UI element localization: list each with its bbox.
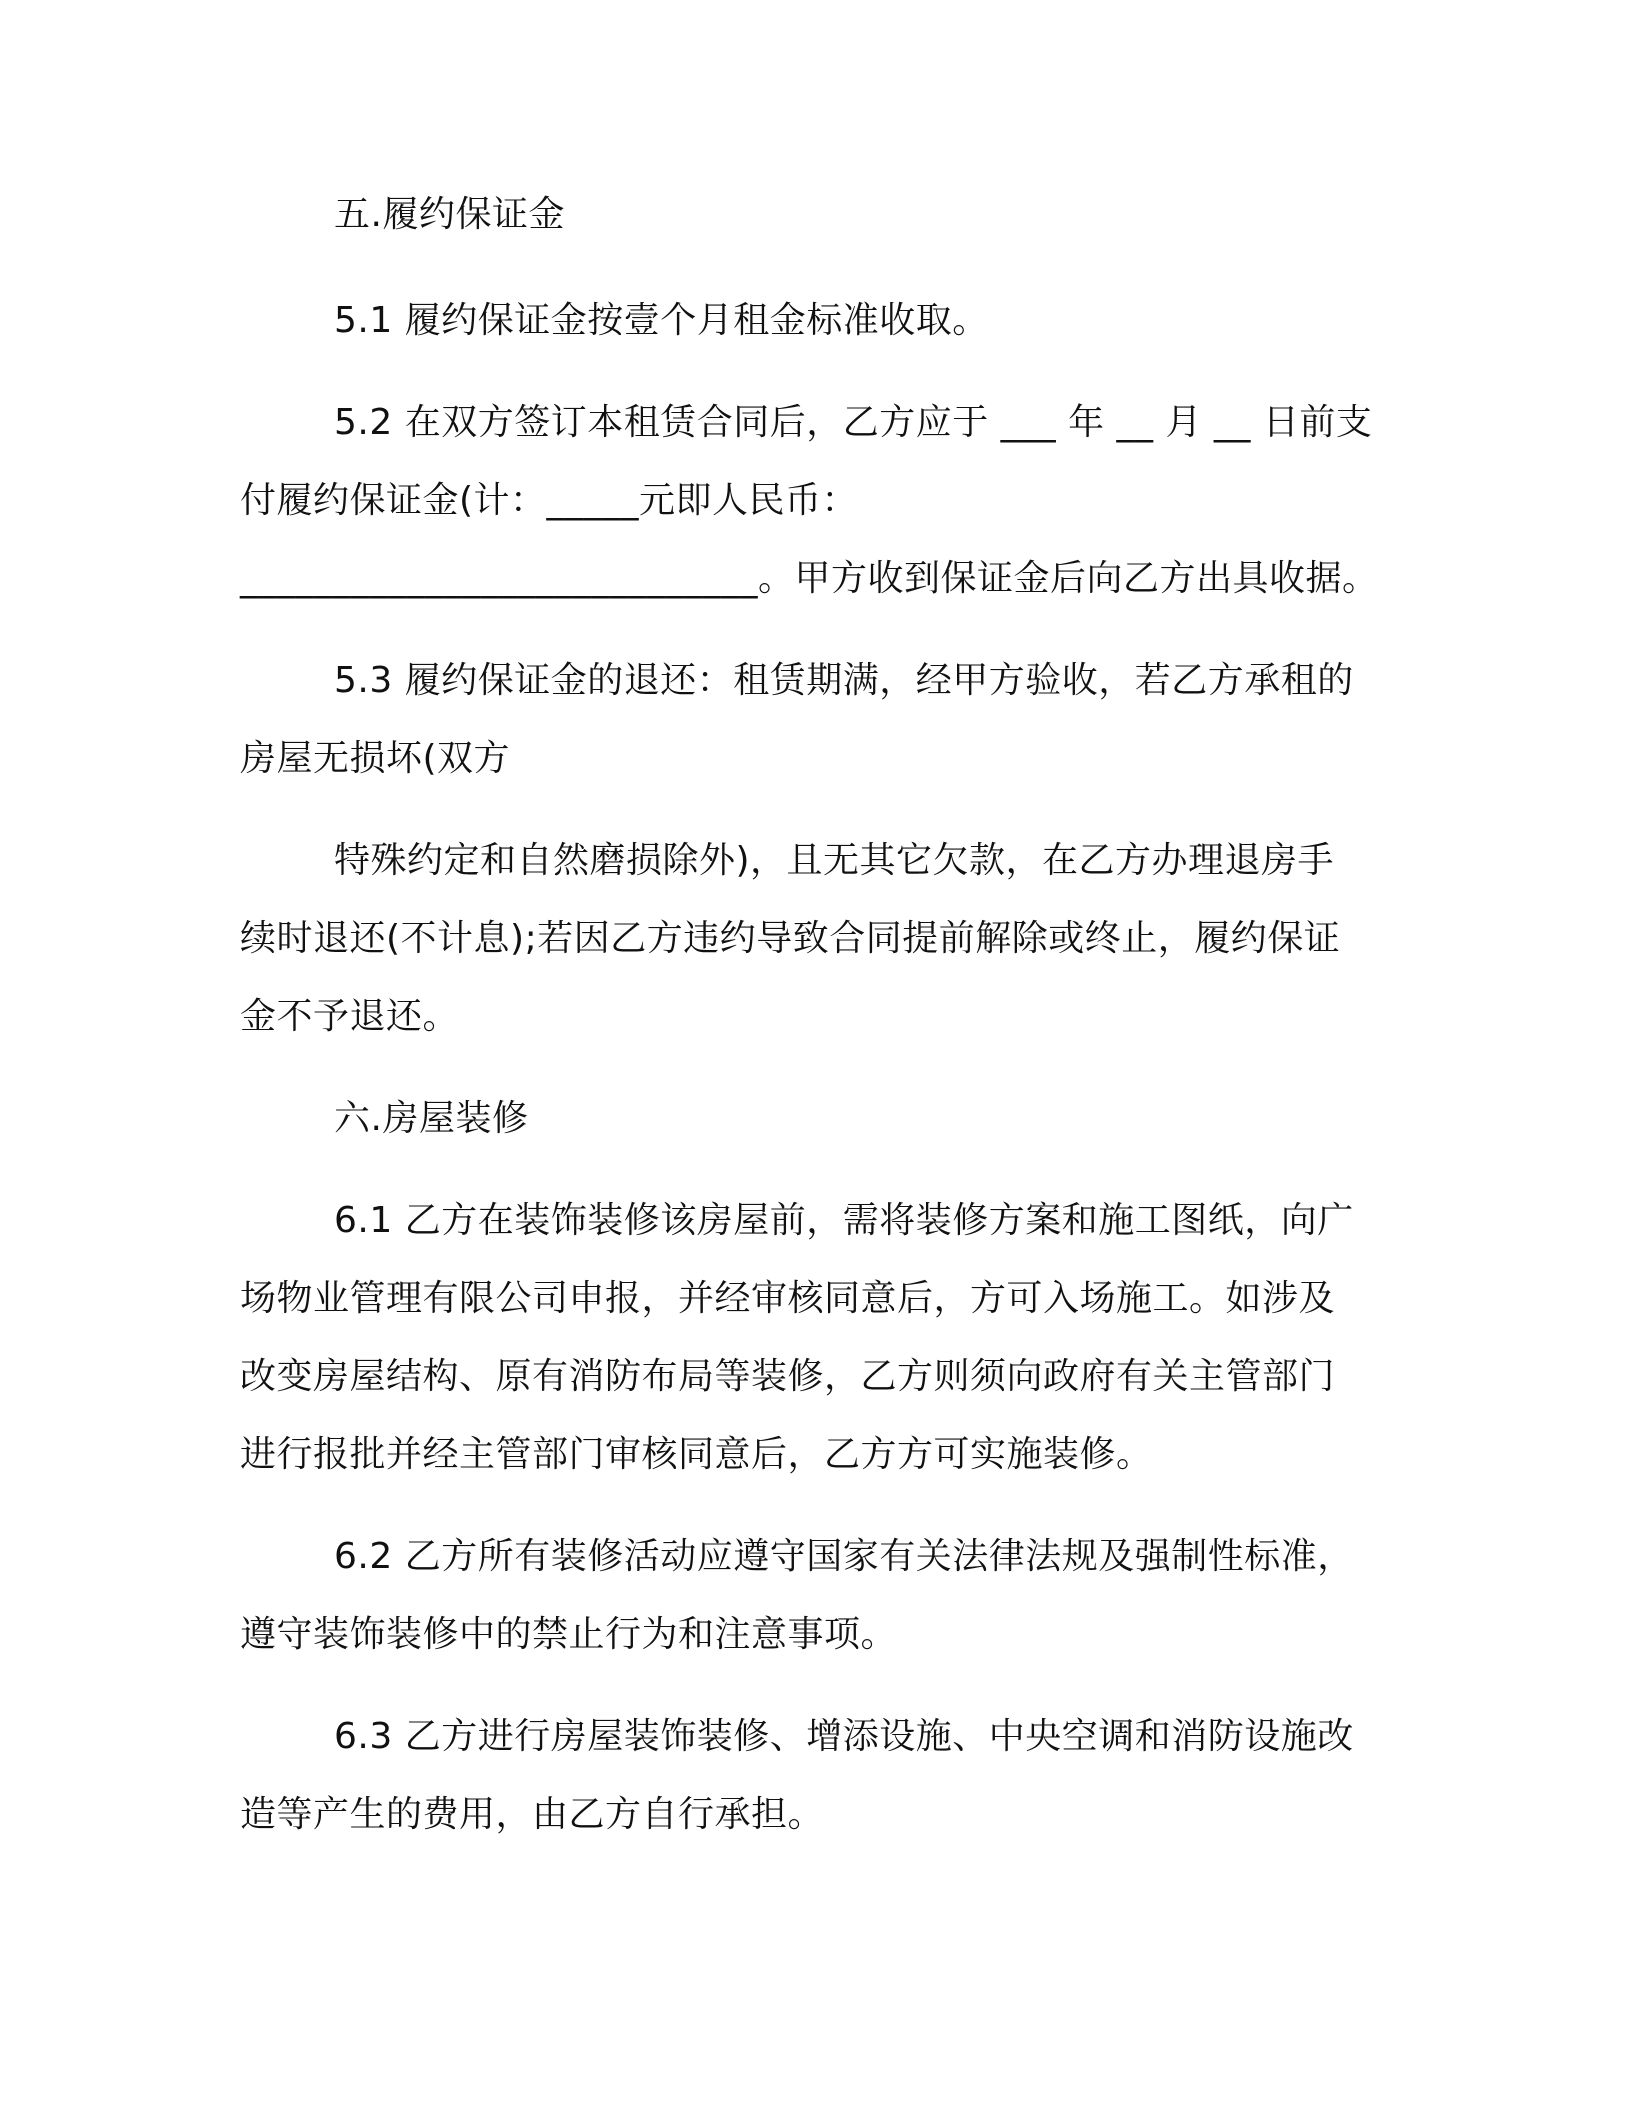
section-5-heading: 五.履约保证金 [334, 194, 565, 235]
clause-5-3-line-1: 5.3 履约保证金的退还：租赁期满，经甲方验收，若乙方承租的 [334, 660, 1354, 701]
clause-6-3-line-1: 6.3 乙方进行房屋装饰装修、增添设施、中央空调和消防设施改 [334, 1716, 1354, 1757]
clause-6-1-line-4: 进行报批并经主管部门审核同意后，乙方方可实施装修。 [240, 1434, 1153, 1475]
clause-5-2-line-2: 付履约保证金(计：_____元即人民币： [240, 480, 859, 521]
clause-6-2-line-2: 遵守装饰装修中的禁止行为和注意事项。 [240, 1614, 898, 1655]
clause-5-1-line-1: 5.1 履约保证金按壹个月租金标准收取。 [334, 300, 989, 341]
clause-5-3b-line-1: 特殊约定和自然磨损除外)，且无其它欠款，在乙方办理退房手 [334, 840, 1335, 881]
section-6-heading: 六.房屋装修 [334, 1098, 529, 1139]
clause-6-3-line-2: 造等产生的费用，由乙方自行承担。 [240, 1794, 825, 1835]
clause-5-2-line-3: ____________________________。甲方收到保证金后向乙方出具收据。 [240, 558, 1379, 599]
clause-6-2-line-1: 6.2 乙方所有装修活动应遵守国家有关法律法规及强制性标准， [334, 1536, 1354, 1577]
clause-5-3b-line-2: 续时退还(不计息);若因乙方违约导致合同提前解除或终止，履约保证 [240, 918, 1341, 959]
clause-6-1-line-3: 改变房屋结构、原有消防布局等装修，乙方则须向政府有关主管部门 [240, 1356, 1336, 1397]
clause-5-3b-line-3: 金不予退还。 [240, 996, 460, 1037]
clause-5-3-line-2: 房屋无损坏(双方 [240, 738, 511, 779]
clause-6-1-line-2: 场物业管理有限公司申报，并经审核同意后，方可入场施工。如涉及 [240, 1278, 1336, 1319]
clause-6-1-line-1: 6.1 乙方在装饰装修该房屋前，需将装修方案和施工图纸，向广 [334, 1200, 1354, 1241]
clause-5-2-line-1: 5.2 在双方签订本租赁合同后，乙方应于 ___ 年 __ 月 __ 日前支 [334, 402, 1373, 443]
